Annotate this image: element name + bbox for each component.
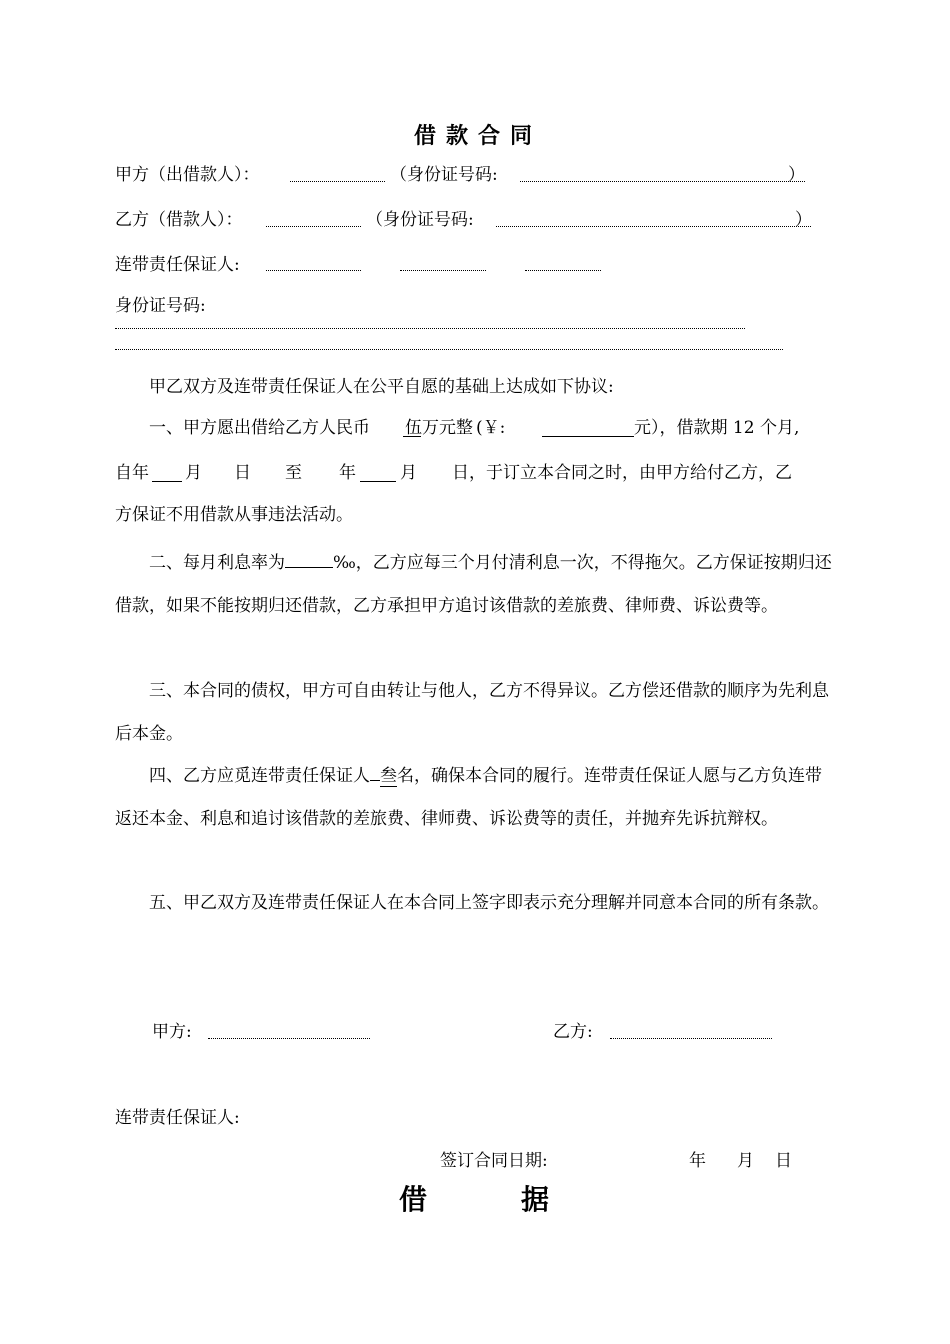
- clause-4-count-underline-lead: [370, 764, 380, 781]
- sign-guarantor-label: 连带责任保证人:: [115, 1108, 240, 1128]
- clause-1-line-3: 方保证不用借款从事违法活动。: [115, 505, 353, 525]
- clause-1-start-month-field[interactable]: [152, 481, 182, 482]
- clause-3: 三、本合同的债权，甲方可自由转让与他人，乙方不得异议。乙方偿还借款的顺序为先利息后本金。: [115, 681, 829, 744]
- clause-4-count[interactable]: 叁: [380, 766, 397, 786]
- party-b-label: 乙方（借款人）：: [115, 210, 243, 230]
- clause-1-part-3: 元），借款期 12 个月,: [634, 418, 800, 438]
- sign-a-label: 甲方:: [152, 1022, 192, 1042]
- clause-2-part-2: ‰，乙方应每三个月付清利息一次，不得拖欠。乙方保证按期归还借款，如果不能按期归还借款，乙方承担甲方追讨该借款的差旅费、律师费、诉讼费等。: [115, 553, 832, 616]
- party-a-label: 甲方（出借款人）：: [115, 165, 260, 185]
- guarantor-3-field[interactable]: [525, 270, 601, 271]
- clause-4-part-1: 四、乙方应觅连带责任保证人: [149, 766, 370, 786]
- clause-2-part-1: 二、每月利息率为: [149, 553, 285, 573]
- id-number-label: 身份证号码:: [115, 296, 206, 316]
- clause-1-end-month: 月: [400, 463, 417, 483]
- clause-1-line-2-rest: 日，于订立本合同之时，由甲方给付乙方，乙: [452, 463, 792, 483]
- clause-1-start-day: 日: [234, 463, 251, 483]
- party-a-id-close: ）: [788, 165, 805, 185]
- receipt-title-right: 据: [521, 1183, 550, 1216]
- clause-5: 五、甲乙双方及连带责任保证人在本合同上签字即表示充分理解并同意本合同的所有条款。: [149, 893, 829, 913]
- sign-a-field[interactable]: [208, 1038, 370, 1039]
- contract-intro: 甲乙双方及连带责任保证人在公平自愿的基础上达成如下协议:: [149, 377, 614, 397]
- contract-title: 借款合同: [414, 123, 543, 149]
- clause-1-end-month-field[interactable]: [360, 481, 396, 482]
- clause-1-part-1: 一、甲方愿出借给乙方人民币: [149, 418, 370, 438]
- date-year: 年: [689, 1151, 706, 1171]
- party-a-id-label: （身份证号码:: [390, 165, 498, 185]
- party-b-name-field[interactable]: [266, 226, 361, 227]
- guarantor-2-field[interactable]: [400, 270, 486, 271]
- clause-1-amount[interactable]: 伍万元整: [405, 418, 473, 438]
- party-a-name-field[interactable]: [290, 181, 385, 182]
- sign-b-label: 乙方:: [553, 1022, 593, 1042]
- party-b-id-label: （身份证号码:: [366, 210, 474, 230]
- id-number-line-2[interactable]: [115, 349, 783, 350]
- sign-b-field[interactable]: [610, 1038, 772, 1039]
- party-b-id-close: ）: [795, 210, 812, 230]
- id-number-line-1[interactable]: [115, 328, 745, 329]
- clause-1-start-year: 自年: [115, 463, 149, 483]
- clause-1-end-year: 年: [339, 463, 356, 483]
- clause-1-part-2: (￥:: [476, 418, 506, 438]
- date-day: 日: [775, 1151, 792, 1171]
- clause-1-to: 至: [285, 463, 302, 483]
- date-label: 签订合同日期:: [440, 1151, 548, 1171]
- clause-1-start-month: 月: [185, 463, 202, 483]
- party-b-id-field[interactable]: [496, 226, 811, 227]
- party-a-id-field[interactable]: [520, 181, 805, 182]
- clause-4: [115, 755, 835, 840]
- clause-2: [115, 542, 835, 627]
- clause-4-part-2: 名，确保本合同的履行。连带责任保证人愿与乙方负连带返还本金、利息和追讨该借款的差旅费、律师费、诉讼费等的责任，并抛弃先诉抗辩权。: [115, 766, 822, 829]
- guarantor-1-field[interactable]: [266, 270, 361, 271]
- clause-1-yuan-field[interactable]: [542, 436, 634, 437]
- clause-2-rate-field[interactable]: [285, 551, 333, 568]
- date-month: 月: [737, 1151, 754, 1171]
- guarantor-label: 连带责任保证人:: [115, 255, 240, 275]
- receipt-title-left: 借: [399, 1183, 428, 1216]
